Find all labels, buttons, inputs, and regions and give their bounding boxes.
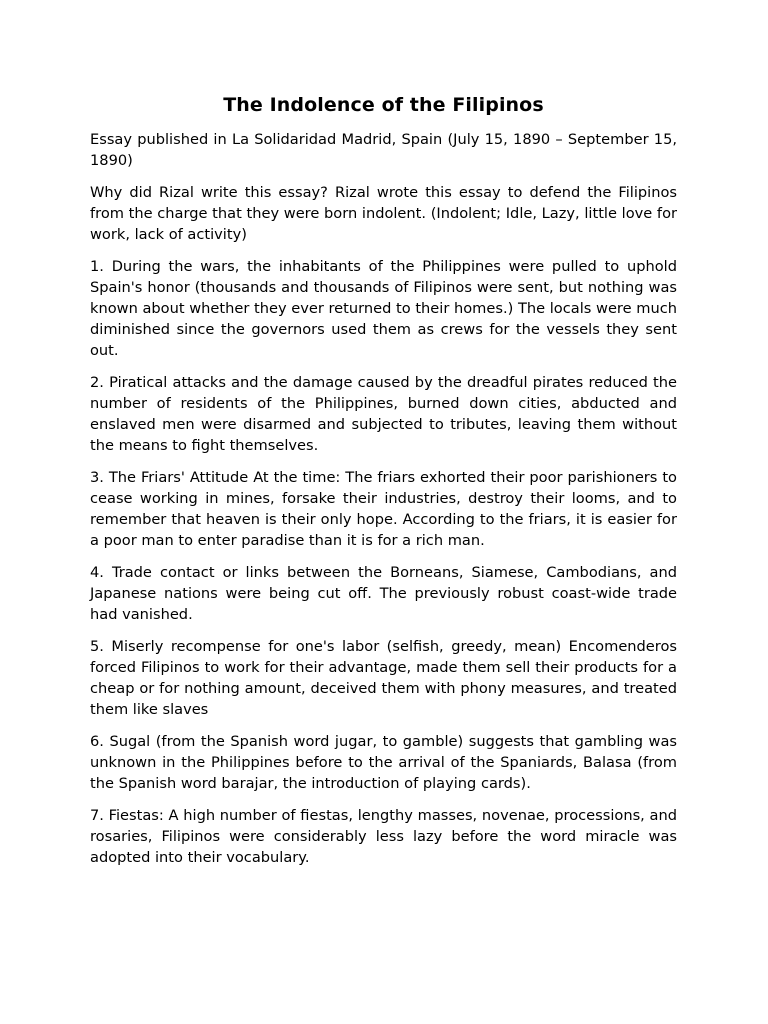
paragraph-purpose: Why did Rizal write this essay? Rizal wrote this essay to defend the Filipinos from the charge that they were born indolent. (Indolent; Idle, Lazy, little love for work, lack of activity) — [90, 184, 677, 243]
document-page — [90, 92, 677, 879]
paragraph-point-3: 3. The Friars' Attitude At the time: The friars exhorted their poor parishioners to cease working in mines, forsake their industries, destroy their looms, and to remember that heaven is their only hope. According to the friars, it is easier for a poor man to enter paradise than it is for a rich man. — [90, 469, 677, 549]
paragraph-point-7: 7. Fiestas: A high number of fiestas, lengthy masses, novenae, processions, and rosaries, Filipinos were considerably less lazy before the word miracle was adopted into their vocabulary. — [90, 807, 677, 866]
document-title: The Indolence of the Filipinos — [223, 94, 544, 116]
paragraph-point-4: 4. Trade contact or links between the Borneans, Siamese, Cambodians, and Japanese nations were being cut off. The previously robust coast-wide trade had vanished. — [90, 564, 677, 623]
paragraph-point-2: 2. Piratical attacks and the damage caused by the dreadful pirates reduced the number of residents of the Philippines, burned down cities, abducted and enslaved men were disarmed and subjected to tributes, leaving them without the means to fight themselves. — [90, 374, 677, 454]
paragraph-publication-info: Essay published in La Solidaridad Madrid, Spain (July 15, 1890 – September 15, 1890) — [90, 131, 677, 169]
paragraph-point-1: 1. During the wars, the inhabitants of the Philippines were pulled to uphold Spain's honor (thousands and thousands of Filipinos were sent, but nothing was known about whether they ever returned to their homes.) The locals were much diminished since the governors used them as crews for the vessels they sent out. — [90, 258, 677, 359]
paragraph-point-5: 5. Miserly recompense for one's labor (selfish, greedy, mean) Encomenderos forced Filipinos to work for their advantage, made them sell their products for a cheap or for nothing amount, deceived them with phony measures, and treated them like slaves — [90, 638, 677, 718]
paragraph-point-6: 6. Sugal (from the Spanish word jugar, to gamble) suggests that gambling was unknown in the Philippines before to the arrival of the Spaniards, Balasa (from the Spanish word barajar, the introduction of playing cards). — [90, 733, 677, 792]
